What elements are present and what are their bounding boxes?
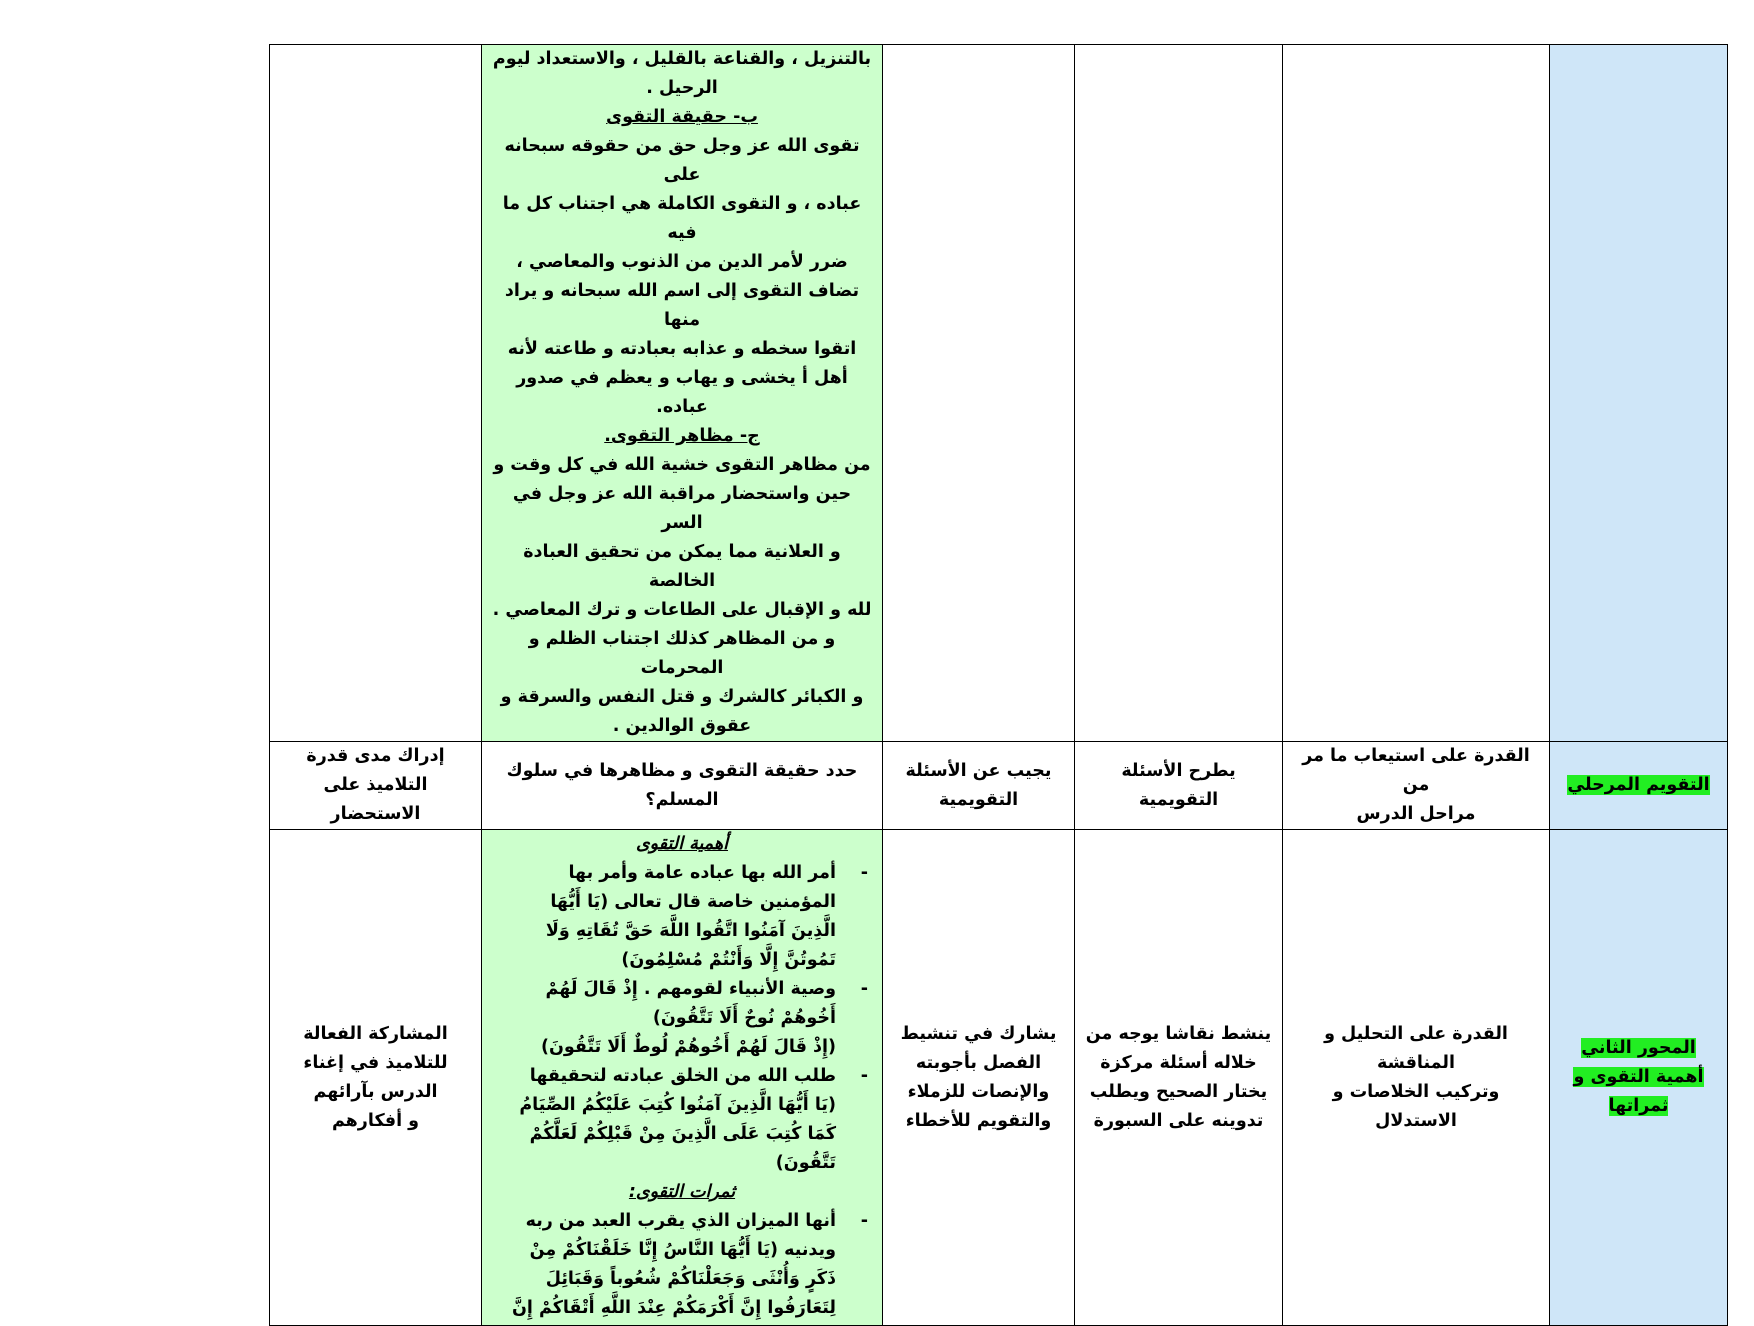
intro-line: بالتنزيل ، والقناعة بالقليل ، والاستعداد ليوم bbox=[492, 49, 872, 69]
text-line: عباده. bbox=[656, 397, 708, 417]
section-heading: ب- حقيقة التقوى bbox=[606, 107, 758, 127]
content-cell: حدد حقيقة التقوى و مظاهرها في سلوك المسلم؟ bbox=[482, 742, 883, 830]
intro-line: الرحيل . bbox=[646, 78, 718, 98]
text-line: عباده ، و التقوى الكاملة هي اجتناب كل ما فيه bbox=[502, 194, 862, 243]
section-heading: ج- مظاهر التقوى. bbox=[604, 426, 760, 446]
table-row bbox=[270, 45, 1728, 742]
text-line: تقوى الله عز وجل حق من حقوقه سبحانه على bbox=[504, 136, 860, 185]
learner-activity-cell: يشارك في تنشيط الفصل بأجوبته والإنصات للزملاء والتقويم للأخطاء bbox=[883, 830, 1075, 1326]
axis-title: المحور الثاني bbox=[1581, 1038, 1696, 1058]
content-cell bbox=[482, 45, 883, 742]
assessment-cell: إدراك مدى قدرة التلاميذ على الاستحضار bbox=[270, 742, 482, 830]
text-line: تضاف التقوى إلى اسم الله سبحانه و يراد منها bbox=[504, 281, 860, 330]
text-line: و من المظاهر كذلك اجتناب الظلم و المحرمات bbox=[528, 629, 836, 678]
text-line: ضرر لأمر الدين من الذنوب والمعاصي ، bbox=[516, 252, 848, 272]
list-item: - أنها الميزان الذي يقرب العبد من ربه ويدنيه (يَا أَيُّهَا النَّاسُ إِنَّا خَلَقْنَاكُمْ مِنْ ذَكَرٍ وَأُنْثَى وَجَعَلْنَاكُمْ شُعُوباً وَقَبَائِلَ لِتَعَارَفُوا إِنَّ أَكْرَمَكُمْ عِنْدَ اللَّهِ أَتْقَاكُمْ إِنَّ bbox=[510, 1207, 874, 1323]
text-line: و العلانية مما يمكن من تحقيق العبادة الخالصة bbox=[523, 542, 841, 591]
fruits-list bbox=[490, 1207, 874, 1323]
list-item: - طلب الله من الخلق عبادته لتحقيقها (يَا أَيُّهَا الَّذِينَ آمَنُوا كُتِبَ عَلَيْكُمُ الصِّيَامُ كَمَا كُتِبَ عَلَى الَّذِينَ مِنْ قَبْلِكُمْ لَعَلَّكُمْ تَتَّقُونَ) bbox=[510, 1062, 874, 1178]
ability-cell: القدرة على التحليل و المناقشة وتركيب الخلاصات و الاستدلال bbox=[1283, 830, 1550, 1326]
teacher-activity-cell: يطرح الأسئلة التقويمية bbox=[1075, 742, 1283, 830]
text-line: اتقوا سخطه و عذابه بعبادته و طاعته لأنه bbox=[507, 339, 857, 359]
axis-cell: المحور الثاني أهمية التقوى و ثمراتها bbox=[1550, 830, 1728, 1326]
text-line: و الكبائر كالشرك و قتل النفس والسرقة و bbox=[500, 687, 864, 707]
teacher-activity-cell bbox=[1075, 45, 1283, 742]
teacher-activity-cell: ينشط نقاشا يوجه من خلاله أسئلة مركزة يختار الصحيح ويطلب تدوينه على السبورة bbox=[1075, 830, 1283, 1326]
text-line: من مظاهر التقوى خشية الله في كل وقت و bbox=[493, 455, 871, 475]
text-line: عقوق الوالدين . bbox=[612, 716, 752, 736]
learner-activity-cell: يجيب عن الأسئلة التقويمية bbox=[883, 742, 1075, 830]
axis-cell bbox=[1550, 742, 1728, 830]
importance-list bbox=[490, 859, 874, 1178]
text-line: لله و الإقبال على الطاعات و ترك المعاصي . bbox=[492, 600, 872, 620]
learner-activity-cell bbox=[883, 45, 1075, 742]
list-item: - أمر الله بها عباده عامة وأمر بها المؤمنين خاصة قال تعالى (يَا أَيُّهَا الَّذِينَ آمَنُوا اتَّقُوا اللَّهَ حَقَّ تُقَاتِهِ وَلَا تَمُوتُنَّ إِلَّا وَأَنْتُمْ مُسْلِمُونَ) bbox=[510, 859, 874, 975]
table-row bbox=[270, 742, 1728, 830]
content-cell bbox=[482, 830, 883, 1326]
lesson-plan-table bbox=[269, 44, 1728, 1326]
list-item: - وصية الأنبياء لقومهم . إِذْ قَالَ لَهُمْ أَخُوهُمْ نُوحٌ أَلَا تَتَّقُونَ) (إِذْ قَالَ لَهُمْ أَخُوهُمْ لُوطٌ أَلَا تَتَّقُونَ) bbox=[510, 975, 874, 1062]
ability-cell bbox=[1283, 45, 1550, 742]
ability-cell: القدرة على استيعاب ما مر من مراحل الدرس bbox=[1283, 742, 1550, 830]
axis-title: التقويم المرحلي bbox=[1567, 775, 1710, 795]
section-heading: ثمرات التقوى: bbox=[628, 1182, 736, 1202]
assessment-cell bbox=[270, 45, 482, 742]
axis-cell bbox=[1550, 45, 1728, 742]
table-row bbox=[270, 830, 1728, 1326]
text-line: حين واستحضار مراقبة الله عز وجل في السر bbox=[512, 484, 852, 533]
section-heading: أهمية التقوى bbox=[635, 834, 729, 854]
assessment-cell: المشاركة الفعالة للتلاميذ في إغناء الدرس بآرائهم و أفكارهم bbox=[270, 830, 482, 1326]
text-line: أهل أ يخشى و يهاب و يعظم في صدور bbox=[516, 368, 848, 388]
